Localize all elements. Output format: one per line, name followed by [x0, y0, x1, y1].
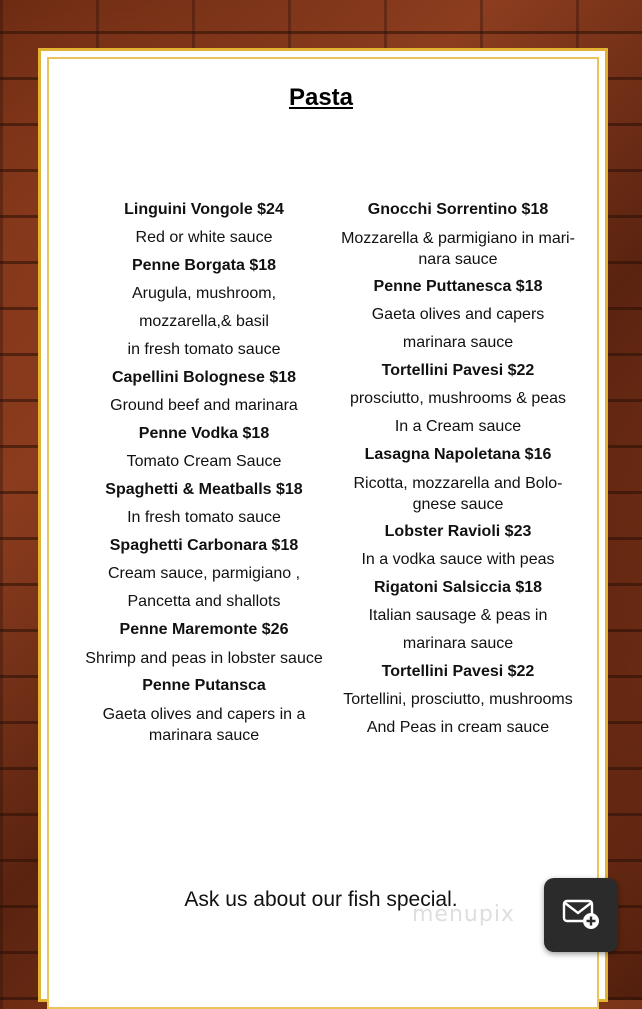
dish-description: Tomato Cream Sauce — [126, 453, 282, 470]
dish-description: Tortellini, prosciutto, mushrooms — [343, 691, 573, 708]
dish-name: Lasagna Napoletana $16 — [364, 446, 552, 463]
menu-item — [333, 441, 583, 518]
dish-name: Penne Maremonte $26 — [119, 621, 289, 638]
menu-item — [79, 532, 329, 616]
dish-description: Arugula, mushroom, — [131, 285, 277, 302]
menu-item — [79, 616, 329, 672]
menu-item — [79, 476, 329, 532]
dish-description: in fresh tomato sauce — [127, 341, 281, 358]
dish-name: Tortellini Pavesi $22 — [381, 663, 535, 680]
watermark: menupix — [412, 902, 515, 927]
dish-description: Ricotta, mozzarella and Bolo-gnese sauce — [353, 475, 563, 513]
dish-description: In fresh tomato sauce — [127, 509, 281, 526]
dish-name: Lobster Ravioli $23 — [384, 523, 532, 540]
menu-item — [79, 364, 329, 420]
menu-item — [333, 574, 583, 658]
dish-name: Penne Borgata $18 — [131, 257, 277, 274]
dish-description: Ground beef and marinara — [110, 397, 298, 414]
menu-item — [333, 357, 583, 441]
dish-name: Gnocchi Sorrentino $18 — [367, 201, 549, 218]
dish-description: In a Cream sauce — [394, 418, 522, 435]
menu-item — [79, 420, 329, 476]
dish-name: Tortellini Pavesi $22 — [381, 362, 535, 379]
dish-name: Spaghetti Carbonara $18 — [109, 537, 299, 554]
mail-plus-icon — [561, 895, 601, 936]
menu-item — [79, 252, 329, 364]
dish-name: Penne Puttanesca $18 — [373, 278, 543, 295]
dish-name: Spaghetti & Meatballs $18 — [105, 481, 303, 498]
dish-description: In a vodka sauce with peas — [361, 551, 555, 568]
menu-item — [79, 672, 329, 749]
dish-name: Rigatoni Salsiccia $18 — [373, 579, 543, 596]
menu-item — [333, 518, 583, 574]
dish-description: Italian sausage & peas in — [368, 607, 548, 624]
menu-item — [333, 658, 583, 742]
dish-description: And Peas in cream sauce — [366, 719, 550, 736]
dish-description: prosciutto, mushrooms & peas — [349, 390, 567, 407]
dish-description: Shrimp and peas in lobster sauce — [85, 650, 323, 667]
menu-item — [333, 273, 583, 357]
menu-item — [333, 196, 583, 273]
mail-plus-button[interactable] — [544, 878, 618, 952]
dish-name: Penne Vodka $18 — [138, 425, 270, 442]
dish-name: Penne Putansca — [142, 677, 266, 694]
dish-description: mozzarella,& basil — [139, 313, 269, 330]
fish-special-note: Ask us about our fish special. — [184, 888, 458, 911]
menu-column-right — [333, 196, 583, 742]
dish-description: Red or white sauce — [135, 229, 273, 246]
dish-description: Cream sauce, parmigiano , — [107, 565, 301, 582]
menu-item — [79, 196, 329, 252]
menu-column-left — [79, 196, 329, 749]
dish-name: Capellini Bolognese $18 — [111, 369, 297, 386]
dish-description: Gaeta olives and capers in a marinara sauce — [102, 706, 306, 744]
dish-description: marinara sauce — [402, 635, 514, 652]
dish-description: Gaeta olives and capers — [371, 306, 545, 323]
dish-name: Linguini Vongole $24 — [124, 201, 284, 218]
menu-title: Pasta — [288, 84, 354, 111]
dish-description: Mozzarella & parmigiano in mari-nara sauce — [341, 230, 575, 268]
dish-description: Pancetta and shallots — [127, 593, 281, 610]
dish-description: marinara sauce — [402, 334, 514, 351]
